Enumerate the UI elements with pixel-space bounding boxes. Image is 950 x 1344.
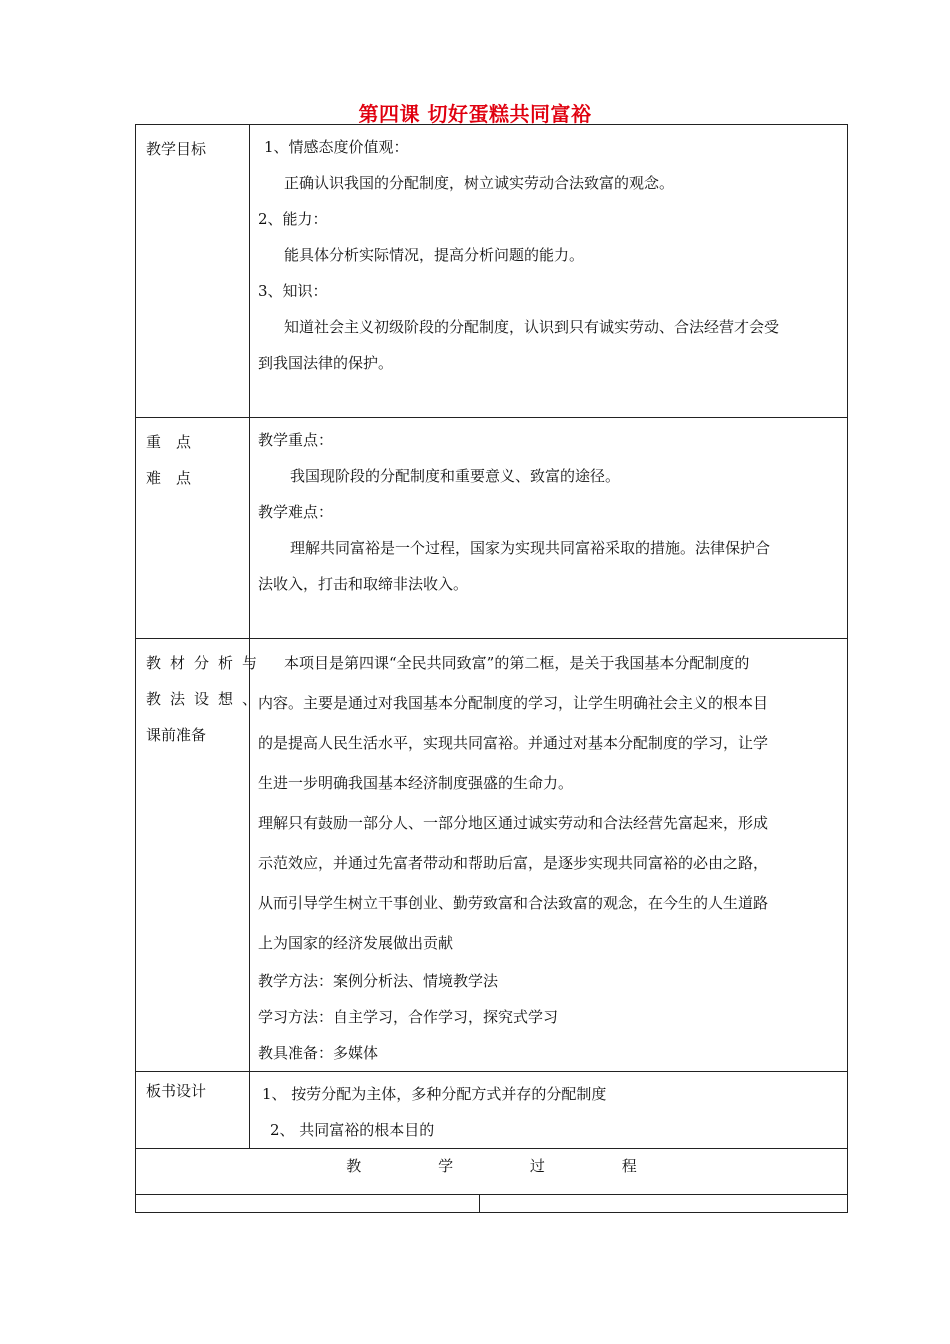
analysis-line: 上为国家的经济发展做出贡献 xyxy=(258,934,454,952)
analysis-line: 示范效应，并通过先富者带动和帮助后富，是逐步实现共同富裕的必由之路， xyxy=(258,854,769,872)
analysis-content-cell xyxy=(250,639,848,1072)
keypoints-label-key: 重 点 xyxy=(146,433,192,451)
process-row xyxy=(136,1149,848,1195)
keypoints-line: 教学难点： xyxy=(258,503,334,521)
analysis-label-line: 教材分析与 xyxy=(146,654,267,672)
board-label: 板书设计 xyxy=(146,1082,207,1100)
process-empty-row xyxy=(136,1195,848,1213)
board-line: 2、 共同富裕的根本目的 xyxy=(270,1121,435,1139)
process-empty-cell-right xyxy=(480,1195,848,1213)
document-title: 第四课 切好蛋糕共同富裕 xyxy=(358,102,592,126)
keypoints-line: 教学重点： xyxy=(258,431,334,449)
process-heading-char: 学 xyxy=(438,1157,454,1175)
process-heading-char: 程 xyxy=(621,1157,637,1175)
keypoints-line: 我国现阶段的分配制度和重要意义、致富的途径。 xyxy=(290,467,621,485)
analysis-line: 理解只有鼓励一部分人、一部分地区通过诚实劳动和合法经营先富起来，形成 xyxy=(258,814,769,832)
analysis-line: 学习方法：自主学习，合作学习，探究式学习 xyxy=(258,1008,559,1026)
board-content-cell xyxy=(250,1072,848,1149)
goals-line: 知道社会主义初级阶段的分配制度，认识到只有诚实劳动、合法经营才会受 xyxy=(284,318,780,336)
analysis-line: 教具准备：多媒体 xyxy=(258,1044,379,1062)
goals-line: 正确认识我国的分配制度，树立诚实劳动合法致富的观念。 xyxy=(284,174,675,192)
keypoints-row xyxy=(136,418,848,639)
process-heading-cell xyxy=(136,1149,848,1195)
goals-label: 教学目标 xyxy=(146,140,207,158)
keypoints-label-cell xyxy=(136,418,250,639)
analysis-line: 本项目是第四课“全民共同致富”的第二框，是关于我国基本分配制度的 xyxy=(284,654,750,672)
analysis-line: 教学方法：案例分析法、情境教学法 xyxy=(258,972,499,990)
process-empty-cell-left xyxy=(136,1195,480,1213)
board-row xyxy=(136,1072,848,1149)
keypoints-line: 理解共同富裕是一个过程，国家为实现共同富裕采取的措施。法律保护合 xyxy=(290,539,771,557)
goals-label-cell xyxy=(136,125,250,418)
goals-line: 到我国法律的保护。 xyxy=(258,354,394,372)
analysis-line: 的是提高人民生活水平，实现共同富裕。并通过对基本分配制度的学习，让学 xyxy=(258,734,769,752)
process-heading-char: 教 xyxy=(346,1157,362,1175)
keypoints-label-difficulty: 难 点 xyxy=(146,469,192,487)
analysis-label-line: 教法设想、 xyxy=(146,690,267,708)
goals-line: 2、能力： xyxy=(258,210,328,228)
analysis-row xyxy=(136,639,848,1072)
analysis-label-cell xyxy=(136,639,267,1072)
keypoints-line: 法收入，打击和取缔非法收入。 xyxy=(258,575,469,593)
analysis-line: 内容。主要是通过对我国基本分配制度的学习，让学生明确社会主义的根本目 xyxy=(258,694,769,712)
goals-line: 3、知识： xyxy=(258,282,328,300)
keypoints-content-cell xyxy=(250,418,848,639)
board-line: 1、 按劳分配为主体，多种分配方式并存的分配制度 xyxy=(262,1085,607,1103)
goals-line: 1、情感态度价值观： xyxy=(264,138,409,156)
lesson-plan-table xyxy=(135,124,848,1213)
process-heading-char: 过 xyxy=(529,1157,545,1175)
analysis-label-line: 课前准备 xyxy=(146,726,207,744)
analysis-line: 生进一步明确我国基本经济制度强盛的生命力。 xyxy=(258,774,574,792)
analysis-line: 从而引导学生树立干事创业、勤劳致富和合法致富的观念，在今生的人生道路 xyxy=(258,894,769,912)
board-label-cell xyxy=(136,1072,250,1149)
goals-row xyxy=(136,125,848,418)
goals-content-cell xyxy=(250,125,848,418)
goals-line: 能具体分析实际情况，提高分析问题的能力。 xyxy=(284,246,585,264)
